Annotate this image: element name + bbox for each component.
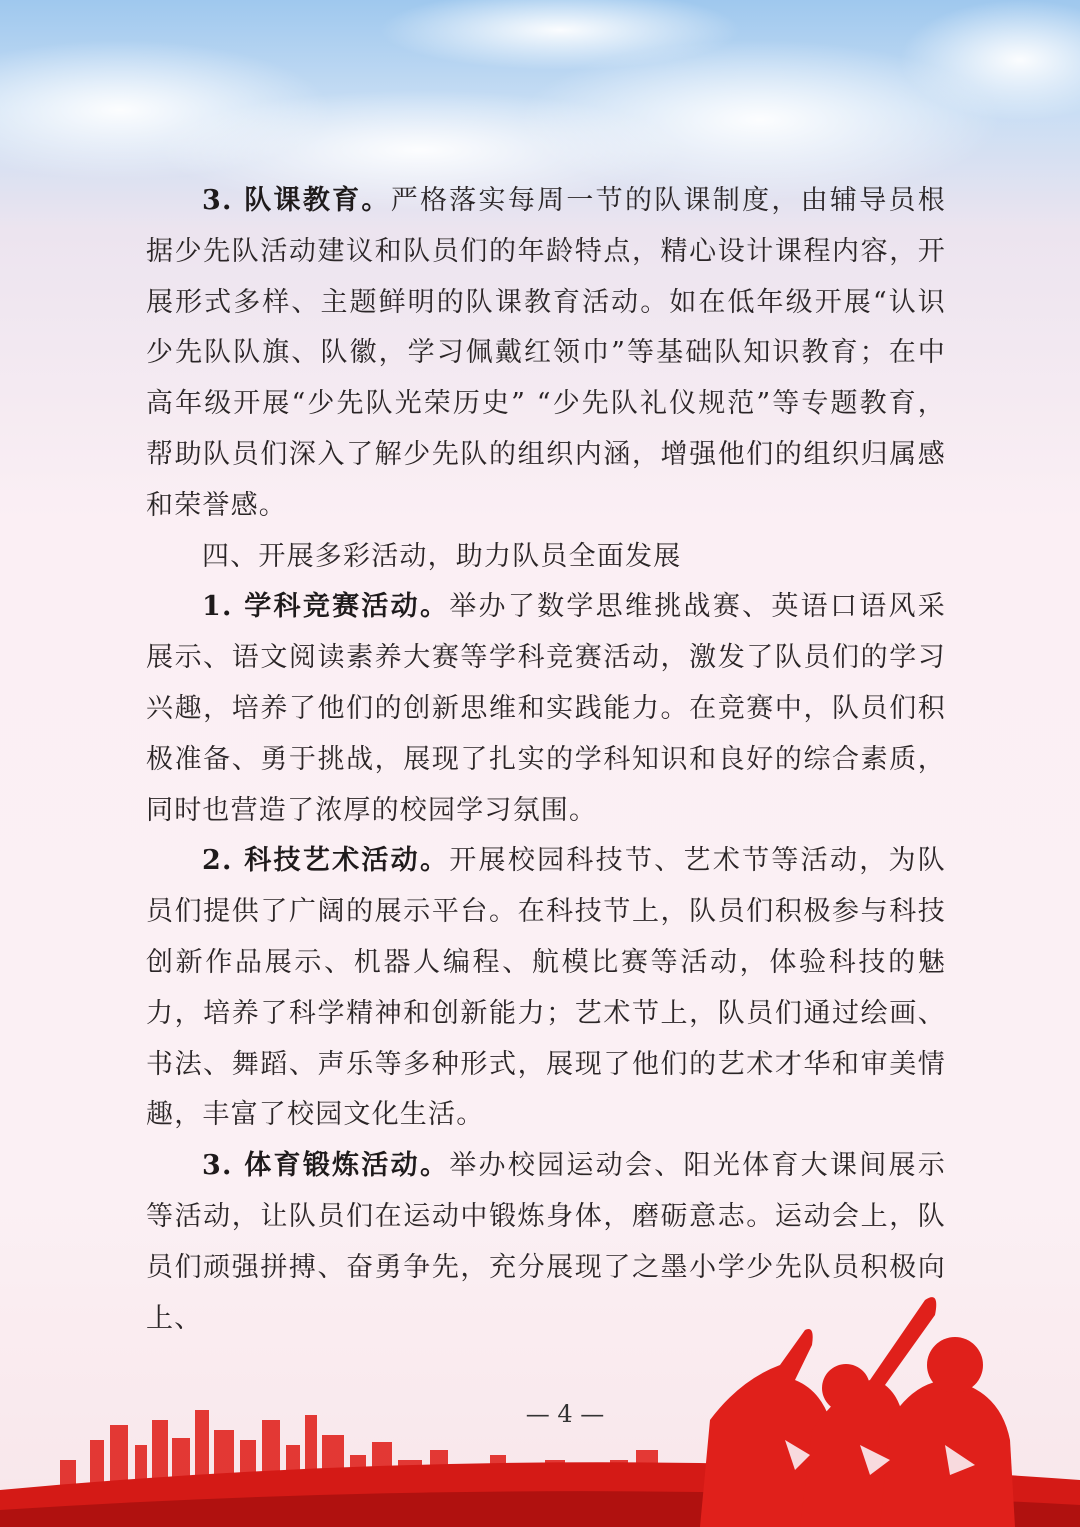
paragraph-team-class [146,176,946,532]
paragraph-text: 开展校园科技节、艺术节等活动，为队员们提供了广阔的展示平台。在科技节上，队员们积极参与科技创新作品展示、机器人编程、航模比赛等活动，体验科技的魅力，培养了科学精神和创新能力；艺术节上，队员们通过绘画、书法、舞蹈、声乐等多种形式，展现了他们的艺术才华和审美情趣，丰富了校园文化生活。 [146,845,946,1131]
paragraph-lead: 1. 学科竞赛活动。 [202,591,450,623]
paragraph-lead: 2. 科技艺术活动。 [202,845,450,877]
paragraph-text: 举办了数学思维挑战赛、英语口语风采展示、语文阅读素养大赛等学科竞赛活动，激发了队员们的学习兴趣，培养了他们的创新思维和实践能力。在竞赛中，队员们积极准备、勇于挑战，展现了扎实的学科知识和良好的综合素质，同时也营造了浓厚的校园学习氛围。 [146,591,946,826]
paragraph-text: 举办校园运动会、阳光体育大课间展示等活动，让队员们在运动中锻炼身体，磨砺意志。运动会上，队员们顽强拼搏、奋勇争先，充分展现了之墨小学少先队员积极向上、 [146,1150,946,1334]
heading-text: 四、开展多彩活动，助力队员全面发展 [202,540,682,572]
paragraph-lead: 3. 体育锻炼活动。 [202,1150,450,1182]
paragraph-text: 严格落实每周一节的队课制度，由辅导员根据少先队活动建议和队员们的年龄特点，精心设计课程内容，开展形式多样、主题鲜明的队课教育活动。如在低年级开展“认识少先队队旗、队徽，学习佩戴红领巾”等基础队知识教育；在中高年级开展“少先队光荣历史” “少先队礼仪规范”等专题教育，帮助队员们深入了解少先队的组织内涵，增强他们的组织归属感和荣誉感。 [146,185,946,521]
paragraph-science-art [146,836,946,1141]
paragraph-lead: 3. 队课教育。 [202,185,391,216]
section-heading [146,532,946,583]
document-body [146,176,946,1344]
red-city-skyline-footer [0,1270,1080,1527]
page-number: — 4 — [525,1400,605,1428]
paragraph-subject-contest [146,582,946,836]
